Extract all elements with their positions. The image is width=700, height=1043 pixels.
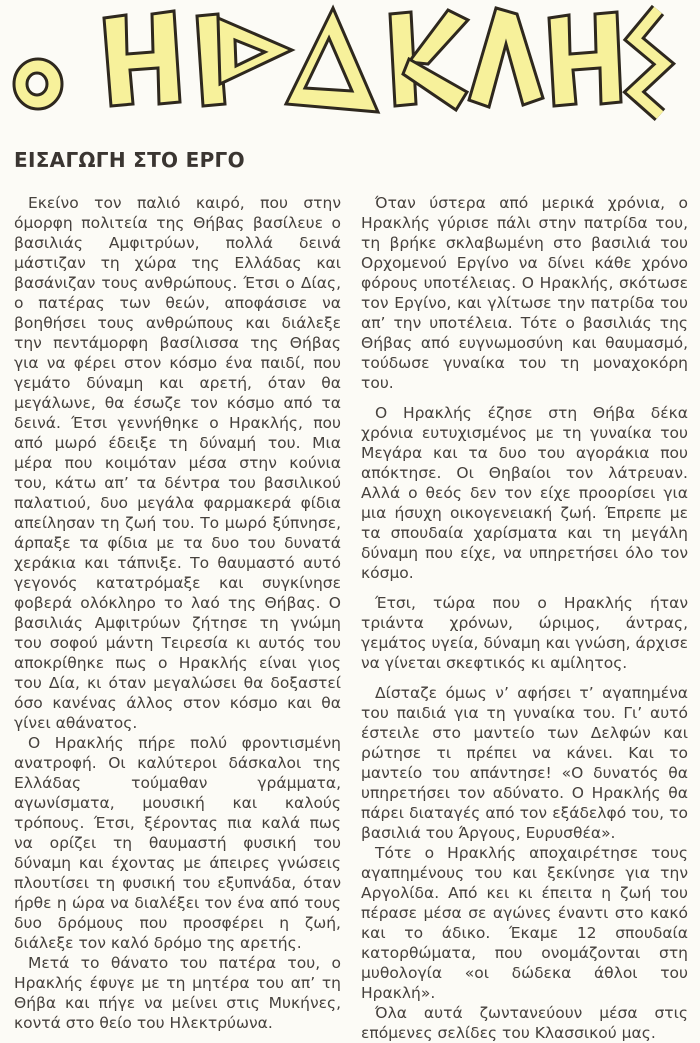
title-letter-lambda <box>469 8 543 107</box>
title-letter-omicron-hole <box>27 73 47 95</box>
paragraph: Εκείνο τον παλιό καιρό, που στην όμορφη πολιτεία της Θήβας βασίλευε ο βασιλιάς Αμφιτρύων, πολλά δεινά μάστιζαν τη χώρα της Ελλάδας και βασάνιζαν τους ανθρώπους. Έτσι ο Δίας, ο πατέρας των θεών, αποφάσισε να βοηθήσει τους ανθρώπους και διάλεξε την πεντάμορφη βασίλισσα της Θήβας για να φέρει στον κόσμο ένα παιδί, που γεμάτο δύναμη και αρετή, όταν θα μεγάλωνε, θα έσωζε τον κόσμο από τα δεινά. Έτσι γεννήθηκε ο Ηρακλής, που από μωρό έδειξε τη δύναμή του. Μια μέρα που κοιμόταν μέσα στην κούνια του, κάτω απ’ τα δέντρα του βασιλικού παλατιού, δυο μεγάλα φαρμακερά φίδια απείλησαν τη ζωή του. Το μωρό ξύπνησε, άρπαξε τα φίδια με τα δυο του δυνατά χεράκια και τάπνιξε. Το θαυμαστό αυτό γεγονός κατατρόμαξε και συγκίνησε φοβερά ολόκληρο το λαό της Θήβας. Ο βασιλιάς Αμφιτρύων ζήτησε τη γνώμη του σοφού μάντη Τειρεσία κι αυτός του αποκρίθηκε πως ο Ηρακλής είναι γιος του Δία, κι όταν μεγαλώσει θα δοξαστεί όσο κανένας άλλος στον κόσμο και θα γίνει αθάνατος. <box>14 194 341 732</box>
paragraph: Έτσι, τώρα που ο Ηρακλής ήταν τριάντα χρόνων, ώριμος, άντρας, γεμάτος υγεία, δύναμη και γνώση, άρχισε να γίνεται σκεφτικός κι αμίλητος. <box>361 594 688 672</box>
title-letter-sigma-fill <box>634 10 664 115</box>
paragraph: Όταν ύστερα από μερικά χρόνια, ο Ηρακλής γύρισε πάλι στην πατρίδα του, τη βρήκε σκλαβωμένη στο βασιλιά του Ορχομενού Εργίνο να δίνει κάθε χρόνο φόρους υποτέλειας. Ο Ηρακλής, σκότωσε τον Εργίνο, και γλίτωσε την πατρίδα του απ’ την υποτέλεια. Τότε ο βασιλιάς της Θήβας από ευγνωμοσύνη και θαυμασμό, τούδωσε γυναίκα του τη μοναχοκόρη του. <box>361 194 688 392</box>
paragraph: Ο Ηρακλής έζησε στη Θήβα δέκα χρόνια ευτυχισμένος με τη γυναίκα του Μεγάρα και τα δυο του αγοράκια που απόκτησε. Οι Θηβαίοι τον λάτρευαν. Αλλά ο θεός δεν τον είχε προορίσει για μια ήσυχη οικογενειακή ζωή. Έπρεπε με τα σπουδαία χαρίσματα και τη μεγάλη δύναμη που είχε, να υπηρετήσει όλο τον κόσμο. <box>361 404 688 582</box>
paragraph: Όλα αυτά ζωντανεύουν μέσα στις επόμενες σελίδες του Κλασσικού μας. <box>361 1004 688 1042</box>
title-letter-kappa-upper-arm <box>409 10 468 64</box>
paragraph: Ο Ηρακλής πήρε πολύ φροντισμένη ανατροφή. Οι καλύτεροι δάσκαλοι της Ελλάδας τούμαθαν γράμματα, αγωνίσματα, μουσική και καλούς τρόπους. Έτσι, ξέροντας πια καλά πως να ορίζει τη θαυμαστή φυσική του δύναμη και έχοντας με άπειρες γνώσεις πλουτίσει τη φυσική του εξυπνάδα, όταν ήρθε η ώρα να διαλέξει τον ένα από τους δυο δρόμους που προσφέρει η ζωή, διάλεξε τον καλό δρόμο της αρετής. <box>14 734 341 952</box>
right-column <box>361 193 688 1043</box>
title-letter-alpha <box>286 8 378 112</box>
paragraph: Μετά το θάνατο του πατέρα του, ο Ηρακλής έφυγε με τη μητέρα του απ’ τη Θήβα και πήγε να μείνει στις Μυκήνες, κοντά στο θείο του Ηλεκτρύωνα. <box>14 954 341 1032</box>
text-columns <box>14 193 688 1043</box>
paragraph: Δίσταζε όμως ν’ αφήσει τ’ αγαπημένα του παιδιά για τη γυναίκα του. Γι’ αυτό έστειλε στο μαντείο των Δελφών και ρώτησε τι πρέπει να κάνει. Και το μαντείο του απάντησε! «Ο δυνατός θα υπηρετήσει τον αδύνατο. Ο Ηρακλής θα πάρει διαταγές από τον εξάδελφό του, το βασιλιά του Άργους, Ευρυσθέα». <box>361 684 688 842</box>
paragraph: Τότε ο Ηρακλής αποχαιρέτησε τους αγαπημένους του και ξεκίνησε για την Αργολίδα. Από κει κι έπειτα η ζωή του πέρασε μέσα σε αγώνες έναντι στο κακό και το άδικο. Έκαμε 12 σπουδαία κατορθώματα, που ονομάζονται στη μυθολογία «οι δώδεκα άθλοι του Ηρακλή». <box>361 844 688 1002</box>
title-letter-rho-bowl <box>218 18 292 84</box>
left-column <box>14 193 341 1043</box>
title-letter-eta-2 <box>549 12 621 106</box>
title-art-hand-drawn-lettering <box>0 2 700 124</box>
title-letter-eta-1 <box>104 11 180 106</box>
section-heading: ΕΙΣΑΓΩΓΗ ΣΤΟ ΕΡΓΟ <box>14 148 245 172</box>
comic-intro-page <box>0 2 700 1042</box>
